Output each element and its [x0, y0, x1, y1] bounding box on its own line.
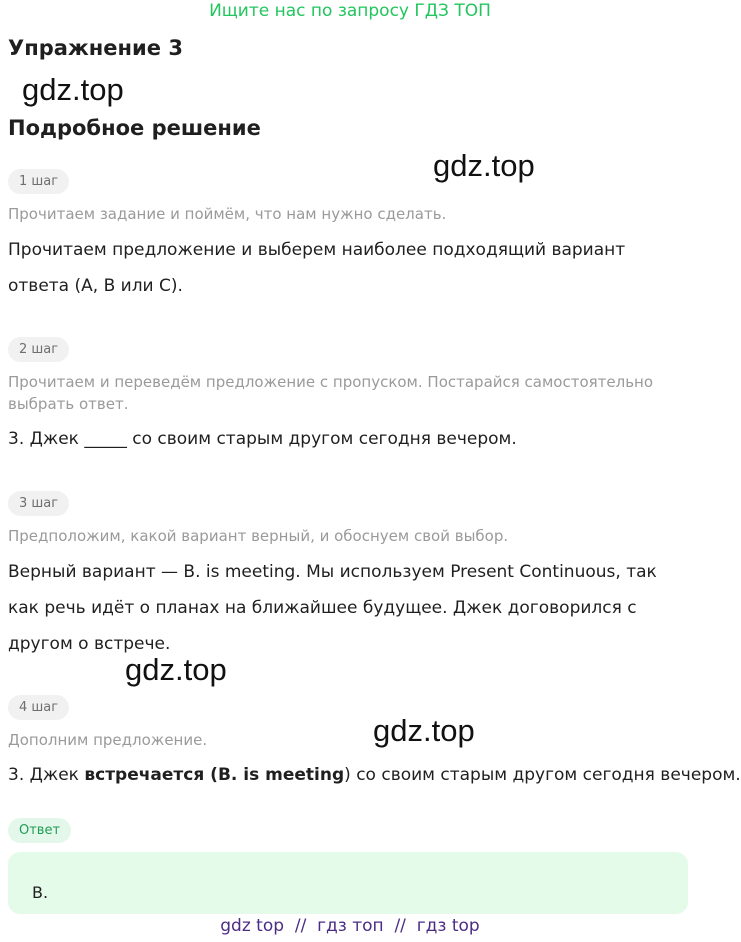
step-text: Верный вариант — B. is meeting. Мы используем Present Continuous, так как речь идёт о планах на ближайшее будущее. Джек договорился с другом о встрече.	[8, 562, 657, 654]
step-hint: Прочитаем и переведём предложение с пропуском. Постарайся самостоятельно выбрать ответ.	[8, 373, 654, 413]
answer-box	[8, 852, 688, 914]
step-badge: 4 шаг	[8, 695, 69, 720]
step-text-prefix: 3. Джек	[8, 765, 85, 785]
watermark: gdz.top	[125, 652, 227, 687]
answer-text: B.	[32, 883, 49, 902]
watermark: gdz.top	[373, 713, 475, 748]
step-hint: Прочитаем задание и поймём, что нам нужно сделать.	[8, 205, 447, 223]
step-text-highlight: встречается (B. is meeting	[84, 765, 345, 785]
step-hint: Дополним предложение.	[8, 731, 208, 749]
step-badge: 2 шаг	[8, 337, 69, 362]
step-text: 3. Джек _____ со своим старым другом сегодня вечером.	[8, 429, 517, 449]
search-banner: Ищите нас по запросу ГДЗ ТОП	[209, 1, 491, 21]
step-text-suffix: ) со своим старым другом сегодня вечером.	[344, 765, 741, 785]
watermark: gdz.top	[22, 72, 124, 107]
step-badge: 1 шаг	[8, 169, 69, 194]
answer-badge: Ответ	[8, 818, 71, 843]
step-text	[8, 765, 741, 785]
page-title: Упражнение 3	[8, 36, 183, 60]
section-title: Подробное решение	[8, 116, 261, 140]
step-badge: 3 шаг	[8, 491, 69, 516]
step-text: Прочитаем предложение и выберем наиболее подходящий вариант ответа (A, B или C).	[8, 240, 626, 296]
footer-links: gdz top // гдз топ // гдз top	[220, 916, 480, 936]
watermark: gdz.top	[433, 148, 535, 183]
step-hint: Предположим, какой вариант верный, и обоснуем свой выбор.	[8, 527, 509, 545]
